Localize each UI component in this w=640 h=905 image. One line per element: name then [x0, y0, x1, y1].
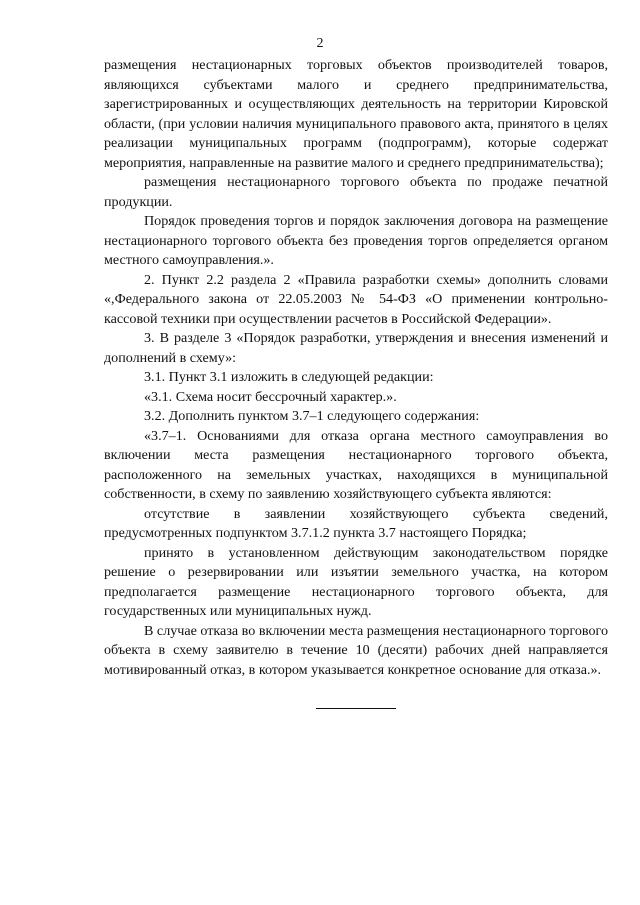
paragraph-12: В случае отказа во включении места размещения нестационарного торгового объекта в схему заявителю в течение 10 (десяти) рабочих дней направляется мотивированный отказ, в котором указывается конкретное основание для отказа.».	[104, 622, 608, 678]
paragraph-4: 2. Пункт 2.2 раздела 2 «Правила разработки схемы» дополнить словами «,Федерального закона от 22.05.2003 № 54-ФЗ «О применении контрольно-кассовой техники при осуществлении расчетов в Российской Федерации».	[104, 271, 608, 327]
document-body	[104, 56, 608, 680]
paragraph-5: 3. В разделе 3 «Порядок разработки, утверждения и внесения изменений и дополнений в схему»:	[104, 330, 608, 366]
end-divider-line	[316, 708, 396, 709]
paragraph-10: отсутствие в заявлении хозяйствующего субъекта сведений, предусмотренных подпунктом 3.7.1.2 пункта 3.7 настоящего Порядка;	[104, 505, 608, 541]
paragraph-8: 3.2. Дополнить пунктом 3.7–1 следующего содержания:	[144, 408, 480, 424]
page-number: 2	[316, 36, 324, 51]
paragraph-6: 3.1. Пункт 3.1 изложить в следующей редакции:	[144, 369, 434, 385]
paragraph-2: размещения нестационарного торгового объекта по продаже печатной продукции.	[104, 174, 608, 210]
paragraph-7: «3.1. Схема носит бессрочный характер.».	[144, 388, 397, 405]
paragraph-11: принято в установленном действующим законодательством порядке решение о резервировании или изъятии земельного участка, на котором предполагается размещение нестационарного торгового объекта, для государственных или муниципальных нужд.	[104, 544, 608, 619]
paragraph-9: «3.7–1. Основаниями для отказа органа местного самоуправления во включении места размещения нестационарного торгового объекта, расположенного на земельных участках, находящихся в муниципальной собственности, в схему по заявлению хозяйствующего субъекта являются:	[104, 427, 608, 502]
paragraph-1: размещения нестационарных торговых объектов производителей товаров, являющихся субъектами малого и среднего предпринимательства, зарегистрированных и осуществляющих деятельность на территории Кировской области, (при условии наличия муниципального правового акта, принятого в целях реализации муниципальных программ (подпрограмм), которые содержат мероприятия, направленные на развитие малого и среднего предпринимательства);	[104, 57, 608, 171]
paragraph-3: Порядок проведения торгов и порядок заключения договора на размещение нестационарного торгового объекта без проведения торгов определяется органом местного самоуправления.».	[104, 213, 608, 268]
